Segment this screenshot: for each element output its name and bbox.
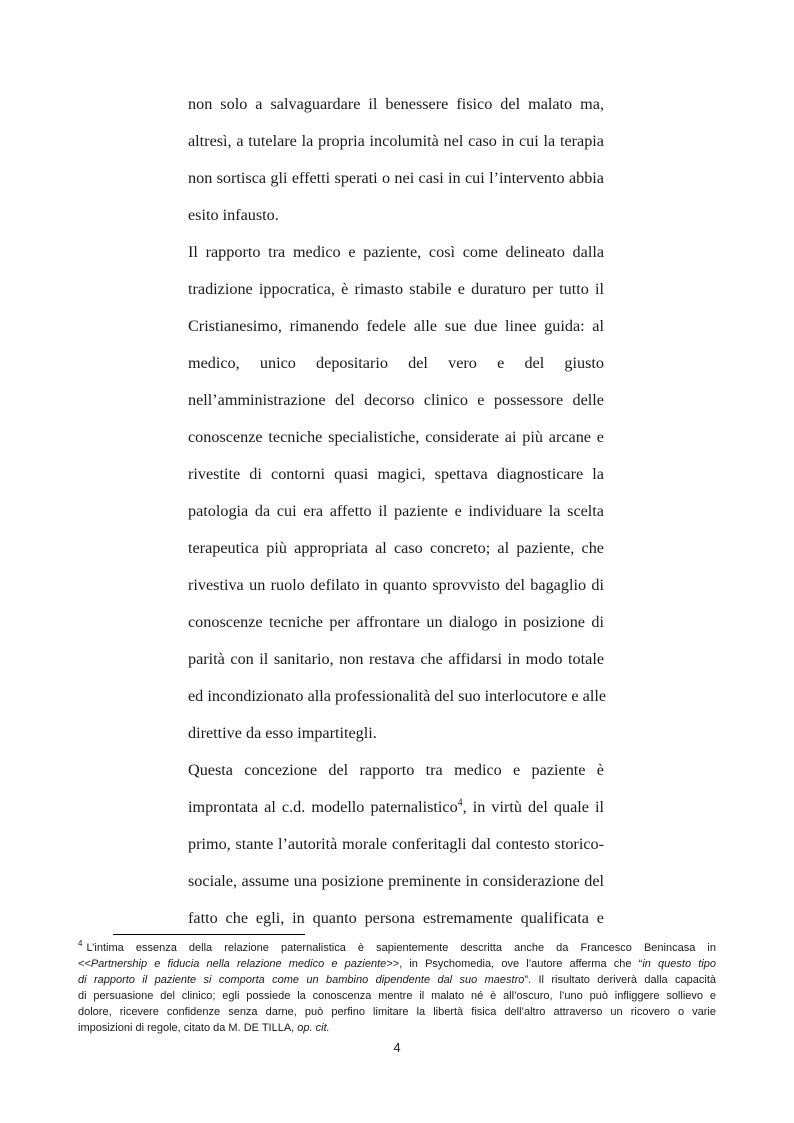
- footnote-line: di persuasione del clinico; egli possiede la conoscenza mentre il malato né è all’oscuro, l’uno può infliggere sollievo e: [78, 990, 716, 1002]
- body-line: rivestiva un ruolo defilato in quanto sprovvisto del bagaglio di: [188, 576, 604, 594]
- footnote-line: dolore, ricevere confidenze senza darne, può perfino limitare la libertà fisica dell’altro attraverso un ricovero o varie: [78, 1006, 716, 1018]
- footnote-text: ”. Il risultato deriverà dalla capacità: [524, 974, 716, 986]
- footnote-italic: di rapporto il paziente si comporta come un bambino dipendente dal suo maestro: [78, 974, 525, 986]
- footnote-reference[interactable]: 4: [457, 797, 463, 809]
- body-line: esito infausto.: [188, 206, 279, 224]
- body-line: non sortisca gli effetti sperati o nei casi in cui l’intervento abbia: [188, 169, 604, 187]
- body-line: conoscenze tecniche specialistiche, considerate ai più arcane e: [188, 428, 604, 446]
- footnote-number: 4: [78, 939, 83, 949]
- footnote-line: [78, 973, 716, 987]
- body-line: patologia da cui era affetto il paziente e individuare la scelta: [188, 502, 604, 520]
- footnote-italic: in questo tipo: [642, 958, 716, 970]
- body-line: parità con il sanitario, non restava che affidarsi in modo totale: [188, 650, 604, 668]
- body-line: non solo a salvaguardare il benessere fisico del malato ma,: [188, 95, 604, 113]
- page-number: 4: [393, 1040, 401, 1055]
- footnote-text: imposizioni di regole, citato da M. DE TILLA,: [78, 1022, 298, 1034]
- footnote-line: [78, 957, 716, 971]
- body-line: tradizione ippocratica, è rimasto stabile e duraturo per tutto il: [188, 280, 604, 298]
- body-text: , in virtù del quale il: [462, 798, 604, 816]
- footnote-italic: op. cit.: [297, 1022, 330, 1034]
- body-line: Questa concezione del rapporto tra medico e paziente è: [188, 761, 604, 779]
- body-line: ed incondizionato alla professionalità del suo interlocutore e alle: [188, 687, 607, 705]
- body-line: Cristianesimo, rimanendo fedele alle sue due linee guida: al: [188, 317, 604, 335]
- footnote-text: L’intima essenza della relazione paternalistica è sapientemente descritta anche da Francesco Benincasa in: [86, 942, 716, 954]
- body-line: medico, unico depositario del vero e del giusto: [188, 354, 604, 372]
- body-line: Il rapporto tra medico e paziente, così come delineato dalla: [188, 243, 604, 261]
- body-line: sociale, assume una posizione preminente in considerazione del: [188, 872, 604, 890]
- body-line: terapeutica più appropriata al caso concreto; al paziente, che: [188, 539, 604, 557]
- body-line: direttive da esso impartitegli.: [188, 724, 377, 742]
- body-line: rivestite di contorni quasi magici, spettava diagnosticare la: [188, 465, 604, 483]
- body-line: altresì, a tutelare la propria incolumità nel caso in cui la terapia: [188, 132, 604, 150]
- footnote-line: [78, 941, 716, 955]
- footnote-italic: <<Partnership e fiducia nella relazione medico e paziente>>: [78, 958, 400, 970]
- footnote-separator: [113, 934, 305, 935]
- body-line: conoscenze tecniche per affrontare un dialogo in posizione di: [188, 613, 604, 631]
- body-line: nell’amministrazione del decorso clinico e possessore delle: [188, 391, 604, 409]
- footnote-text: , in Psychomedia, ove l’autore afferma che “: [399, 958, 643, 970]
- footnote-line: [78, 1021, 716, 1035]
- body-line: primo, stante l’autorità morale conferitagli dal contesto storico-: [188, 835, 604, 853]
- body-line: fatto che egli, in quanto persona estremamente qualificata e: [188, 909, 604, 927]
- body-text: improntata al c.d. modello paternalistico: [188, 798, 458, 816]
- body-line-with-footnote: [188, 797, 604, 817]
